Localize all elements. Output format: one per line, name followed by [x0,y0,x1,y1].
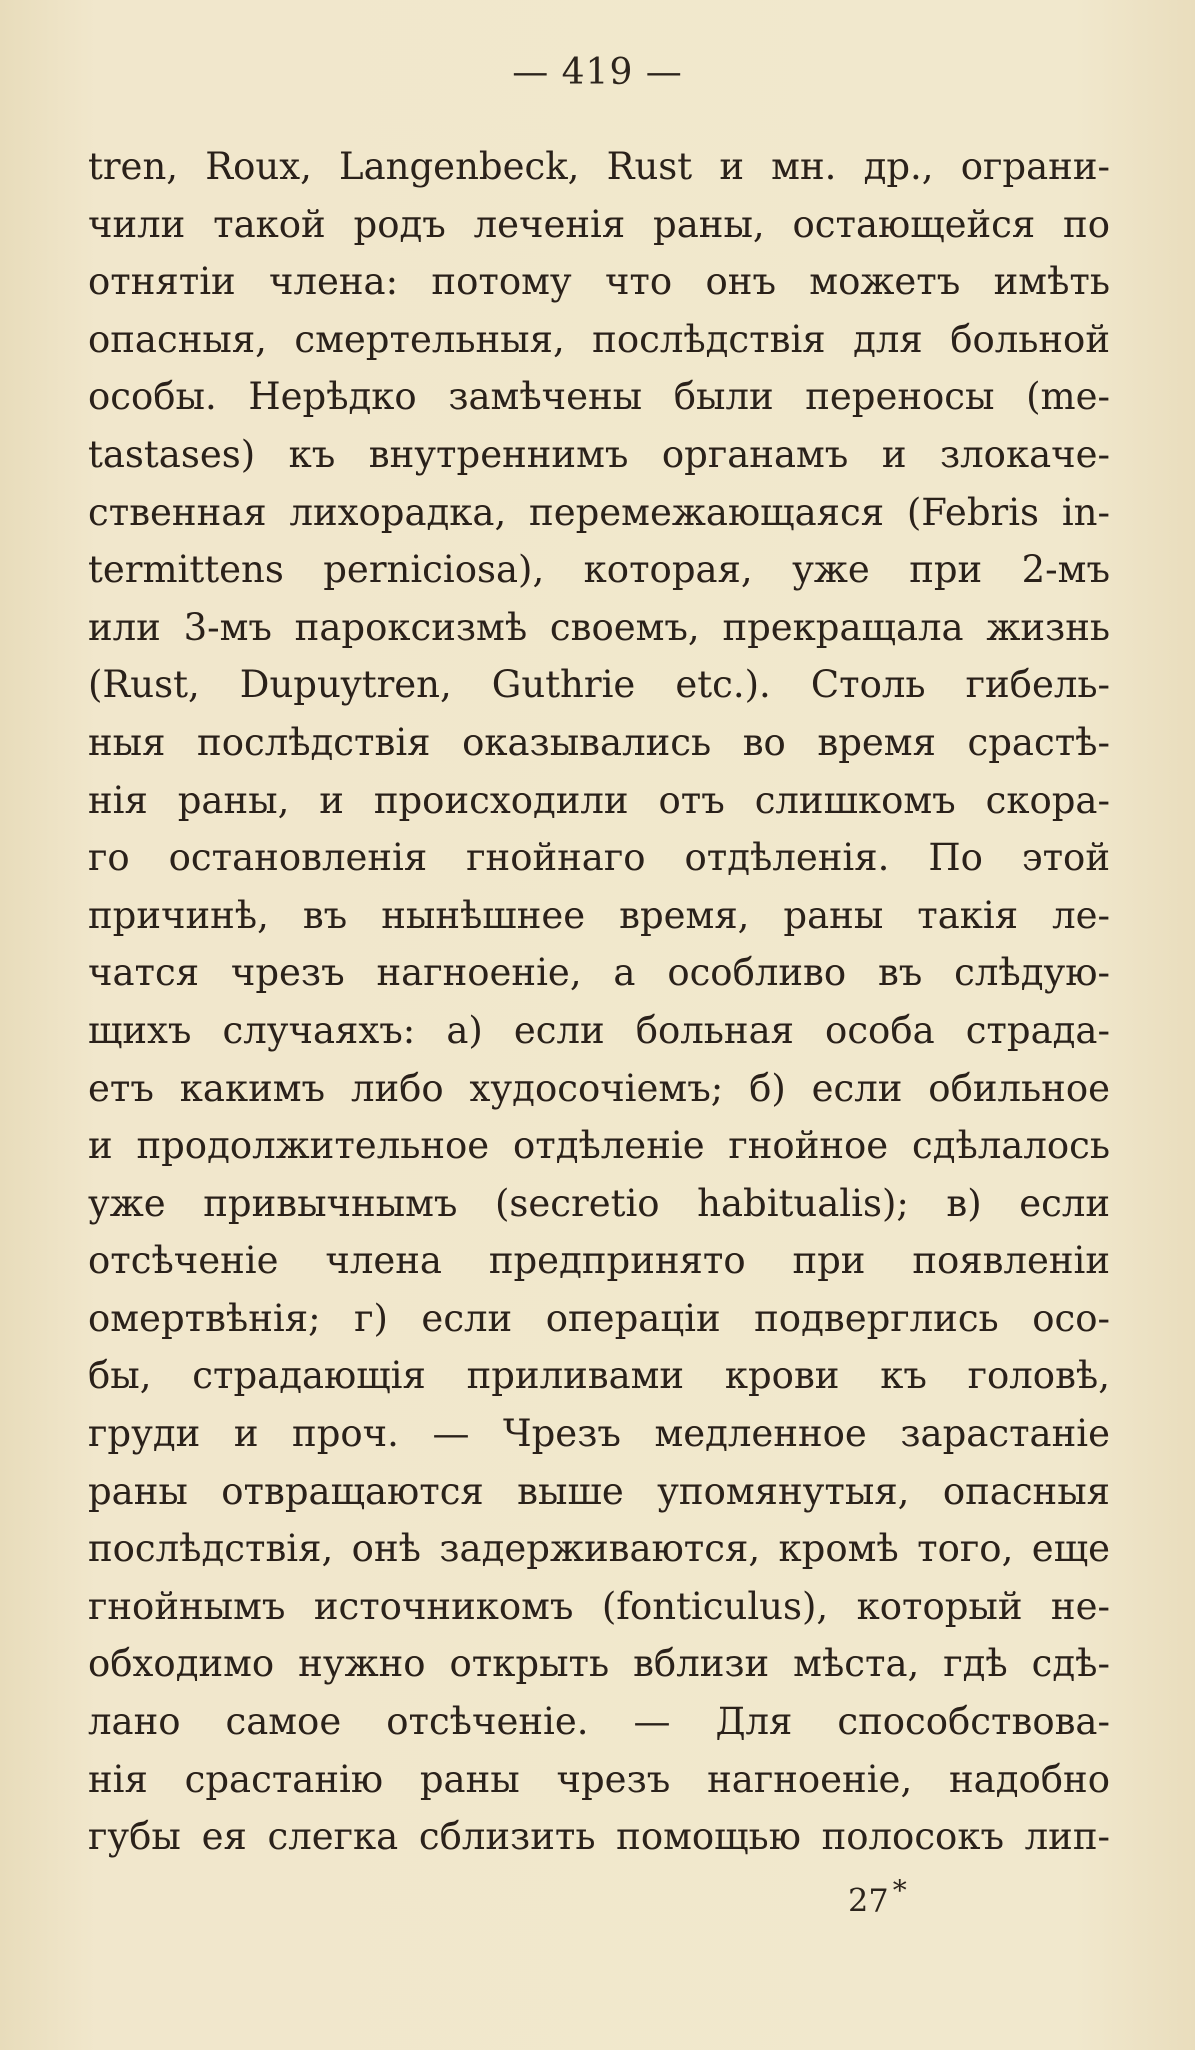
text-line: омертвѣнія; г) если операціи подверглись осо- [88,1296,1110,1340]
text-line: особы. Нерѣдко замѣчены были переносы (me- [88,375,1110,419]
text-line: и продолжительное отдѣленіе гнойное сдѣлалось [88,1124,1110,1168]
text-line: губы ея слегка сблизить помощью полосокъ лип- [88,1815,1110,1859]
body-text [88,138,1110,1866]
text-line: раны отвращаются выше упомянутыя, опасныя [88,1469,1110,1513]
text-line: груди и проч. — Чрезъ медленное зарастаніе [88,1412,1110,1456]
text-line: причинѣ, въ нынѣшнее время, раны такія ле- [88,893,1110,937]
text-line: нія раны, и происходили отъ слишкомъ скора- [88,778,1110,822]
text-line: tastases) къ внутреннимъ органамъ и злокаче- [88,432,1110,476]
text-line: щихъ случаяхъ: а) если больная особа страда- [88,1008,1110,1052]
signature-mark [848,1874,907,1920]
signature-asterisk: * [892,1874,907,1907]
text-line: отсѣченіе члена предпринято при появленіи [88,1239,1110,1283]
text-line: послѣдствія, онѣ задерживаются, кромѣ того, еще [88,1527,1110,1571]
text-line: чили такой родъ леченія раны, остающейся по [88,202,1110,246]
page-number: — 419 — [512,52,683,93]
text-line: tren, Roux, Langenbeck, Rust и мн. др., ограни- [88,145,1110,188]
text-line: нія срастанію раны чрезъ нагноеніе, надобно [88,1757,1110,1801]
text-line: уже привычнымъ (secretio habitualis); в) если [88,1181,1110,1225]
text-line: или 3-мъ пароксизмѣ своемъ, прекращала жизнь [88,605,1110,649]
text-line: етъ какимъ либо худосочіемъ; б) если обильное [88,1066,1110,1110]
text-line: лано самое отсѣченіе. — Для способствова- [88,1700,1110,1744]
signature-number: 27 [848,1881,889,1920]
text-line: (Rust, Dupuytren, Guthrie etc.). Столь гибель- [88,663,1110,707]
text-line: опасныя, смертельныя, послѣдствія для больной [88,317,1110,361]
text-line: ственная лихорадка, перемежающаяся (Febris in- [88,490,1110,534]
text-line: обходимо нужно открыть вблизи мѣста, гдѣ сдѣ- [88,1642,1110,1686]
text-line: ныя послѣдствія оказывались во время срастѣ- [88,720,1110,764]
text-line: чатся чрезъ нагноеніе, а особливо въ слѣдую- [88,951,1110,995]
text-line: бы, страдающія приливами крови къ головѣ, [88,1354,1110,1398]
text-line: го остановленія гнойнаго отдѣленія. По этой [88,836,1110,880]
text-line: отнятіи члена: потому что онъ можетъ имѣть [88,260,1110,304]
text-line: гнойнымъ источникомъ (fonticulus), который не- [88,1584,1110,1628]
text-line: termittens perniciosa), которая, уже при 2-мъ [88,548,1110,592]
